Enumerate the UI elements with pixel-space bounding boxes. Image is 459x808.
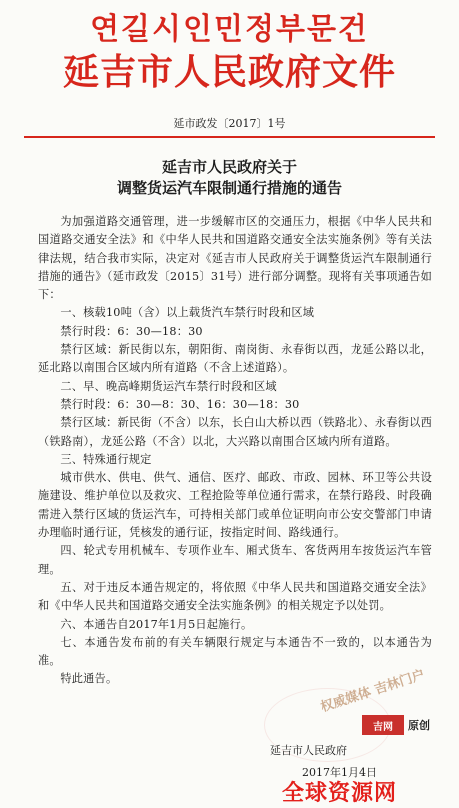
body-paragraph: 五、对于违反本通告规定的，将依照《中华人民共和国道路交通安全法》和《中华人民共和国道路交通安全法实施条例》的相关规定予以处罚。 xyxy=(38,580,432,613)
body-paragraph: 禁行区域：新民街（不含）以东，长白山大桥以西（铁路北）、永春街以西（铁路南），龙延公路（不含）以北，大兴路以南围合区域内所有道路。 xyxy=(38,416,432,448)
header-chinese-title: 延吉市人民政府文件 xyxy=(62,51,396,93)
notice-body xyxy=(38,213,432,689)
body-paragraph: 禁行时段：6：30—8：30、16：30—18：30 xyxy=(60,397,300,411)
notice-title-line1: 延吉市人民政府关于 xyxy=(161,158,297,176)
body-paragraph: 特此通告。 xyxy=(60,672,118,686)
body-paragraph: 三、特殊通行规定 xyxy=(60,452,152,466)
body-paragraph: 城市供水、供电、供气、通信、医疗、邮政、市政、园林、环卫等公共设施建设、维护单位以及救灾、工程抢险等单位通行需求，在禁行路段、时段确需进入禁行区域的货运汽车，可持相关部门或单位证明向市公安交警部门申请办理临时通行证，凭核发的通行证，按指定时间、路线通行。 xyxy=(38,471,432,540)
body-paragraph: 六、本通告自2017年1月5日起施行。 xyxy=(60,617,253,631)
signature-organization: 延吉市人民政府 xyxy=(270,744,347,757)
body-paragraph: 禁行时段：6：30—18：30 xyxy=(60,324,203,338)
body-paragraph: 为加强道路交通管理，进一步缓解市区的交通压力，根据《中华人民共和国道路交通安全法》和《中华人民共和国道路交通安全法实施条例》等有关法律法规，结合我市实际，决定对《延吉市人民政府关于调整货运汽车限制通行措施的通告》（延市政发〔2015〕31号）进行部分调整。现将有关事项通告如下： xyxy=(38,215,432,302)
watermark-site-name: 全球资源网 xyxy=(282,781,398,806)
body-paragraph: 四、轮式专用机械车、专项作业车、厢式货车、客货两用车按货运汽车管理。 xyxy=(38,544,432,576)
body-paragraph: 一、核载10吨（含）以上载货汽车禁行时段和区域 xyxy=(60,306,315,320)
notice-title-line2: 调整货运汽车限制通行措施的通告 xyxy=(116,179,342,197)
signature-date: 2017年1月4日 xyxy=(302,766,377,779)
watermark-original-label: 原创 xyxy=(408,719,430,732)
red-divider-line xyxy=(24,136,435,138)
body-paragraph: 禁行区域：新民街以东，朝阳街、南岗街、永春街以西，龙延公路以北，延北路以南围合区域内所有道路（不含上述道路）。 xyxy=(38,343,432,375)
body-paragraph: 七、本通告发布前的有关车辆限行规定与本通告不一致的，以本通告为准。 xyxy=(38,635,432,668)
watermark-brand xyxy=(362,713,457,737)
document-number: 延市政发〔2017〕1号 xyxy=(173,117,286,130)
jinet-logo-icon: 吉网 xyxy=(362,715,404,735)
header-korean-title: 연길시인민정부문건 xyxy=(90,12,369,47)
watermark-media-text: 权威媒体 吉林门户 xyxy=(318,667,427,716)
body-paragraph: 二、早、晚高峰期货运汽车禁行时段和区域 xyxy=(60,379,277,393)
